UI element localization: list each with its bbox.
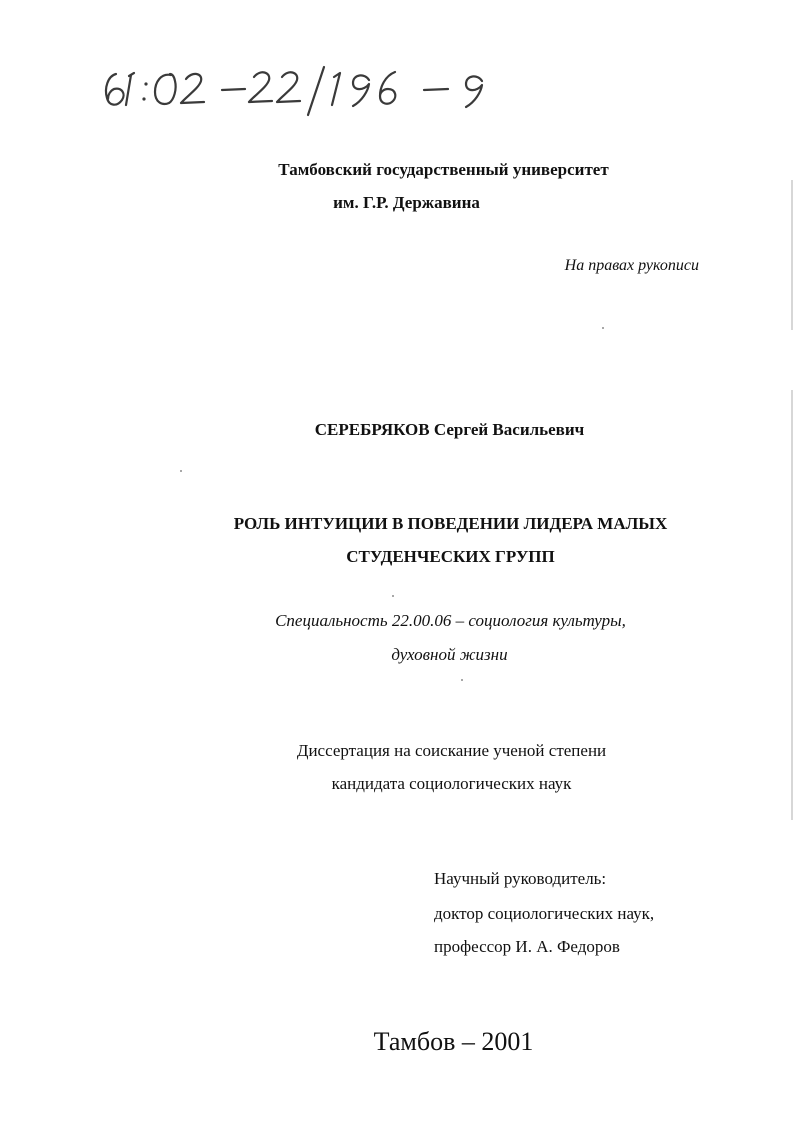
dissertation-title-line-1: РОЛЬ ИНТУИЦИИ В ПОВЕДЕНИИ ЛИДЕРА МАЛЫХ	[233, 514, 668, 533]
specialty-line-2: духовной жизни	[391, 645, 508, 664]
author-name: СЕРЕБРЯКОВ Сергей Васильевич	[314, 420, 585, 439]
institution-name-line-2: им. Г.Р. Державина	[333, 193, 480, 212]
degree-line-1: Диссертация на соискание ученой степени	[296, 741, 607, 760]
institution-name-line-1: Тамбовский государственный университет	[278, 160, 609, 179]
city-year: Тамбов – 2001	[373, 1027, 534, 1056]
advisor-name: профессор И. А. Федоров	[434, 937, 620, 956]
dissertation-title-line-2: СТУДЕНЧЕСКИХ ГРУПП	[346, 547, 555, 566]
specialty-line-1: Специальность 22.00.06 – социология культуры,	[275, 611, 626, 630]
scan-speck	[180, 470, 182, 472]
advisor-degree: доктор социологических наук,	[434, 904, 655, 923]
advisor-heading: Научный руководитель:	[434, 869, 607, 888]
scan-speck	[392, 595, 394, 597]
degree-line-2: кандидата социологических наук	[331, 774, 572, 793]
manuscript-rights-note: На правах рукописи	[564, 257, 699, 274]
scan-speck	[602, 327, 604, 329]
scan-speck	[461, 679, 463, 681]
handwritten-archive-code	[98, 60, 518, 120]
